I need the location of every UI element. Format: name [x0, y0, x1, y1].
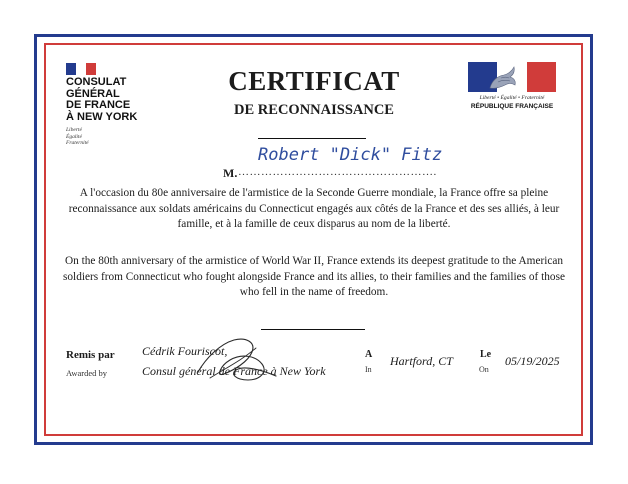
in-label: In	[365, 365, 372, 374]
motto-line: Égalité	[66, 133, 82, 140]
consulate-motto	[66, 127, 89, 147]
signer-title: Consul général de France à New York	[142, 364, 326, 378]
consulate-name	[66, 77, 166, 123]
motto-line: Fraternité	[66, 140, 89, 146]
republic-motto: Liberté • Égalité • Fraternité	[479, 95, 545, 101]
certificate-subtitle: DE RECONNAISSANCE	[234, 102, 394, 118]
french-flag-icon	[66, 63, 96, 75]
consulate-name-line: À NEW YORK	[66, 110, 138, 123]
english-paragraph: On the 80th anniversary of the armistice of World War II, France extends its deepest gratitude to the American soldiers from Connecticut who fought alongside France and its allies, to their families and the families of those who fell in the name of freedom.	[63, 255, 565, 298]
motto-line: Liberté	[66, 127, 82, 133]
on-label: On	[479, 365, 489, 374]
french-paragraph: A l'occasion du 80e anniversaire de l'armistice de la Seconde Guerre mondiale, la France offre sa pleine reconnaissance aux soldats américains du Connecticut engagés aux côtés de la France et des ses alliés, à leur famille, et à la famille de ceux disparus au nom de la liberté.	[68, 187, 560, 230]
certificate-title: CERTIFICAT	[228, 66, 400, 96]
awarded-by-label: Awarded by	[66, 368, 107, 378]
marianne-logo-icon	[468, 62, 556, 92]
award-date: 05/19/2025	[505, 354, 560, 368]
a-label: A	[365, 349, 373, 360]
consulate-name-line: CONSULAT	[66, 76, 127, 88]
recipient-prefix: M.	[223, 166, 238, 180]
handwritten-signature	[190, 330, 280, 386]
republic-name: RÉPUBLIQUE FRANÇAISE	[470, 103, 554, 110]
consulate-name-line: GÉNÉRAL	[66, 87, 120, 100]
recipient-name: Robert "Dick" Fitz	[258, 145, 443, 165]
le-label: Le	[480, 349, 492, 360]
award-place: Hartford, CT	[390, 354, 453, 368]
signer-name: Cédrik Fouriscot,	[142, 344, 228, 358]
title-divider	[258, 138, 366, 139]
remis-par-label: Remis par	[66, 349, 115, 361]
consulate-name-line: DE FRANCE	[66, 99, 131, 111]
recipient-dotted-line: …………………………………………….	[238, 166, 437, 178]
